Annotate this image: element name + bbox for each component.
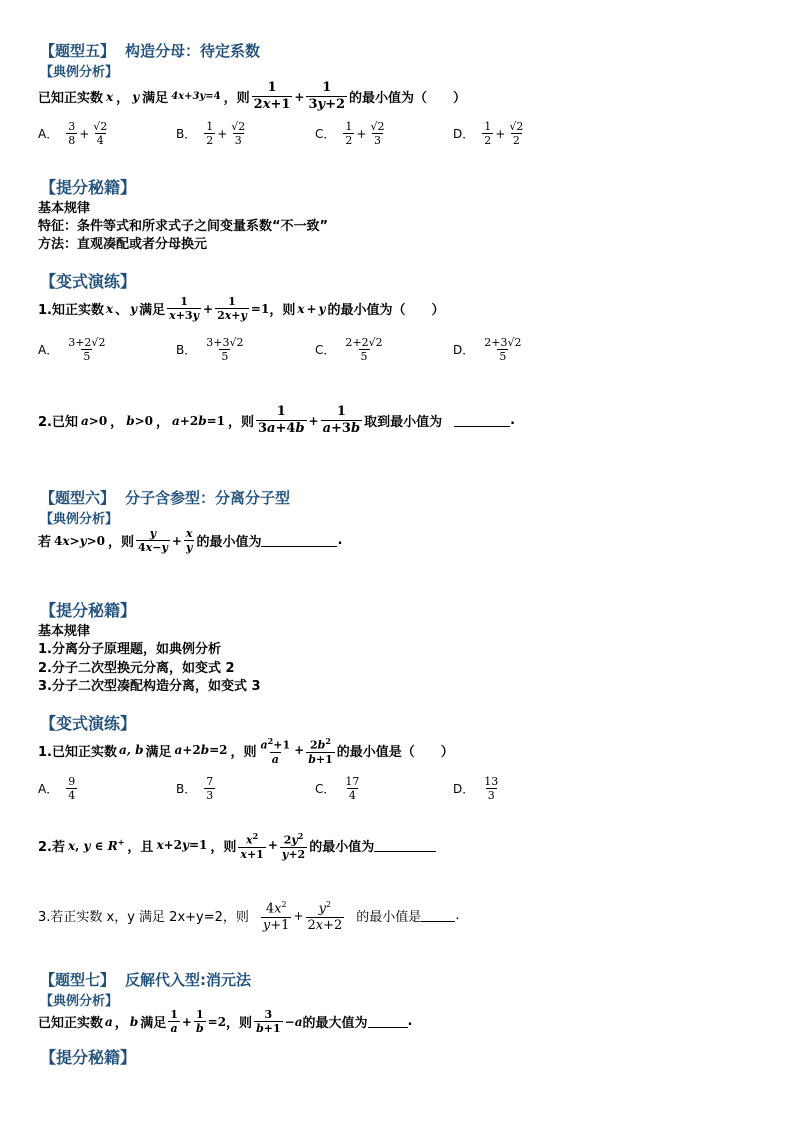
section-5-title: 构造分母：待定系数 xyxy=(125,42,261,60)
variant-2-label: 【变式演练】 xyxy=(40,714,137,733)
section-5-option-a[interactable]: A． $\frac{3}{8}$ + $\frac{√2}{4}$ xyxy=(38,120,108,147)
tips-1-line-3: 方法：直观凑配或者分母换元 xyxy=(38,237,208,252)
tips-2-line-2: 1.分离分子原理题，如典例分析 xyxy=(38,642,221,657)
section-7-example-label: 【典例分析】 xyxy=(40,994,119,1009)
answer-blank[interactable] xyxy=(261,534,337,547)
variant-2-question-1: 1.已知正实数 a, b 满足 a+2b=2 ，则 $\frac{a^2+1}{a}$ + $\frac{2b^2}{b+1}$ 的最小值是（ ） xyxy=(38,736,454,766)
section-6-title: 分子含参型：分离分子型 xyxy=(125,489,291,507)
section-6-heading xyxy=(40,487,290,508)
variant-2-option-b[interactable]: B． $\frac{7}{3}$ xyxy=(176,775,214,802)
section-7-heading xyxy=(40,969,251,990)
tips-1-line-1: 基本规律 xyxy=(38,201,91,216)
fraction: $\frac{1}{3y+2}$ xyxy=(308,80,346,112)
section-5-tag: 【题型五】 xyxy=(40,42,116,60)
variant-2-question-3: 3.若正实数 x，y 满足 2x+y=2，则 $\frac{4x^2}{y+1}$ + $\frac{y^2}{2x+2}$ 的最小值是 . xyxy=(38,900,460,934)
tips-1-line-2: 特征：条件等式和所求式子之间变量系数“不一致” xyxy=(38,219,329,234)
variant-1-option-a[interactable]: A． $\frac{3+2√2}{5}$ xyxy=(38,336,106,363)
variant-1-option-b[interactable]: B． $\frac{3+3√2}{5}$ xyxy=(176,336,244,363)
variant-2-question-2: 2.若 x, y ∈ R+ ，且 x+2y=1 ，则 $\frac{x^2}{x+1}$ + $\frac{2y^2}{y+2}$ 的最小值为 xyxy=(38,830,436,861)
tips-2-label: 【提分秘籍】 xyxy=(40,601,137,620)
tips-2-line-4: 3.分子二次型凑配构造分离，如变式 3 xyxy=(38,679,261,694)
tips-2-line-1: 基本规律 xyxy=(38,624,91,639)
section-5-option-b[interactable]: B． $\frac{1}{2}$ + $\frac{√2}{3}$ xyxy=(176,120,246,147)
fraction: $\frac{1}{2x+1}$ xyxy=(253,80,291,112)
section-5-option-c[interactable]: C． $\frac{1}{2}$ + $\frac{√2}{3}$ xyxy=(315,120,385,147)
section-5-heading xyxy=(40,40,260,61)
variant-2-option-c[interactable]: C． $\frac{17}{4}$ xyxy=(315,775,360,802)
answer-blank[interactable] xyxy=(368,1015,408,1028)
answer-blank[interactable] xyxy=(421,909,455,922)
tips-2-line-3: 2.分子二次型换元分离，如变式 2 xyxy=(38,661,235,676)
variant-1-question-2: 2.已知 a>0 ， b>0 ， a+2b=1 ，则 $\frac{1}{3a+4b}$ + $\frac{1}{a+3b}$ 取到最小值为 . xyxy=(38,404,516,436)
section-5-option-d[interactable]: D． $\frac{1}{2}$ + $\frac{√2}{2}$ xyxy=(453,120,524,147)
section-7-tag: 【题型七】 xyxy=(40,971,116,989)
section-5-question: 已知正实数 x ， y 满足 4x+3y=4 ，则 $\frac{1}{2x+1}$ + $\frac{1}{3y+2}$ 的最小值为（ ） xyxy=(38,80,467,112)
section-6-example-label: 【典例分析】 xyxy=(40,512,119,527)
variant-1-label: 【变式演练】 xyxy=(40,272,137,291)
tips-3-label: 【提分秘籍】 xyxy=(40,1048,137,1067)
variant-1-option-d[interactable]: D． $\frac{2+3√2}{5}$ xyxy=(453,336,522,363)
section-5-example-label: 【典例分析】 xyxy=(40,65,119,80)
variant-2-option-a[interactable]: A． $\frac{9}{4}$ xyxy=(38,775,76,802)
section-7-question: 已知正实数 a ， b 满足 $\frac{1}{a}$ + $\frac{1}{b}$ =2 ，则 $\frac{3}{b+1}$ −a 的最大值为 . xyxy=(38,1008,413,1035)
variant-2-option-d[interactable]: D． $\frac{13}{3}$ xyxy=(453,775,499,802)
section-6-question: 若 4x>y>0 ，则 $\frac{y}{4x-y}$ + $\frac{x}{y}$ 的最小值为 . xyxy=(38,527,343,554)
answer-blank[interactable] xyxy=(454,414,510,427)
variant-1-question-1: 1.知正实数 x 、 y 满足 $\frac{1}{x+3y}$ + $\frac{1}{2x+y}$ =1 ，则 x + y 的最小值为（ ） xyxy=(38,295,445,322)
section-6-tag: 【题型六】 xyxy=(40,489,116,507)
answer-blank[interactable] xyxy=(374,839,436,852)
section-7-title: 反解代入型:消元法 xyxy=(125,971,252,989)
variant-1-option-c[interactable]: C． $\frac{2+2√2}{5}$ xyxy=(315,336,383,363)
tips-1-label: 【提分秘籍】 xyxy=(40,178,137,197)
